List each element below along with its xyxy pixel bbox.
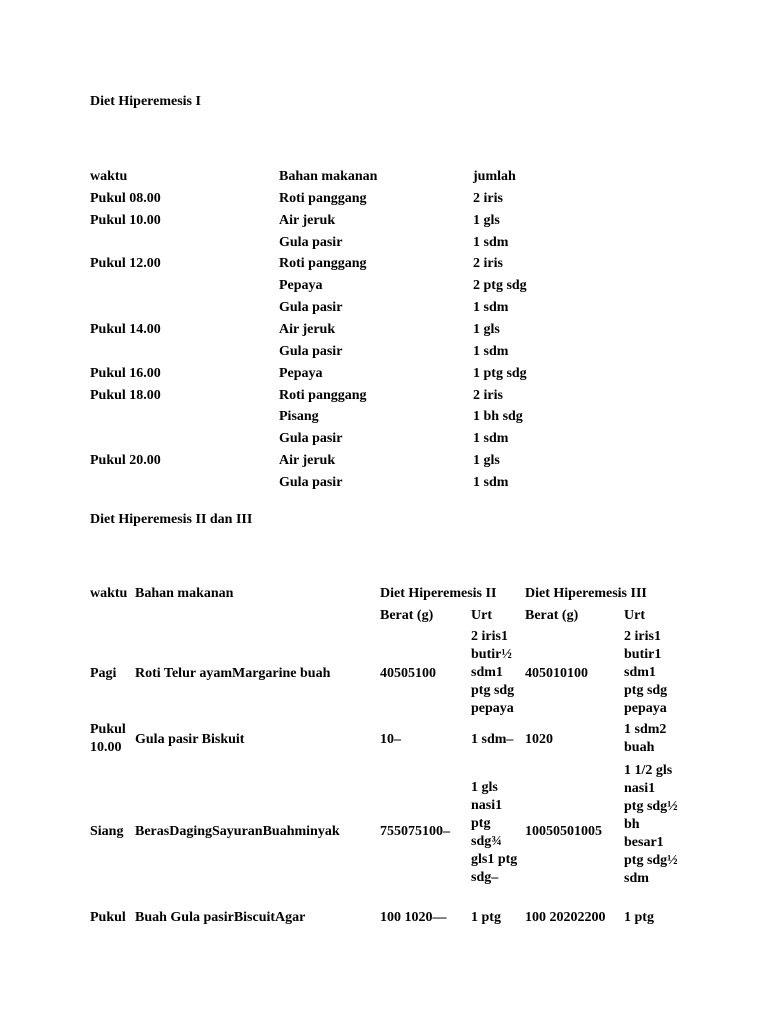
table-row-cell-bahan: Pepaya	[279, 278, 323, 293]
row-pukul-berat-3: 100 20202200	[525, 910, 606, 925]
table-row-cell-bahan: Air jeruk	[279, 213, 336, 228]
header-berat-2: Berat (g)	[380, 608, 434, 623]
table-row-cell-jumlah: 2 iris	[473, 191, 503, 206]
table-row-cell-jumlah: 1 gls	[473, 453, 500, 468]
table-row-cell-bahan: Roti panggang	[279, 388, 367, 403]
row-1000-waktu: Pukul 10.00	[90, 722, 126, 755]
row-pagi-waktu: Pagi	[90, 666, 117, 681]
table-row-cell-jumlah: 1 sdm	[473, 431, 509, 446]
header-bahan-makanan: Bahan makanan	[279, 169, 378, 184]
row-pagi-bahan: Roti Telur ayamMargarine buah	[135, 666, 331, 681]
table-row-cell-waktu: Pukul 10.00	[90, 213, 161, 228]
table-row-cell-bahan: Pepaya	[279, 366, 323, 381]
table-row-cell-waktu: Pukul 20.00	[90, 453, 161, 468]
row-1000-berat-3: 1020	[525, 732, 553, 747]
table-row-cell-jumlah: 1 gls	[473, 322, 500, 337]
row-1000-berat-2: 10–	[380, 732, 401, 747]
row-1000-urt-2: 1 sdm–	[471, 732, 514, 747]
table-row-cell-bahan: Gula pasir	[279, 235, 343, 250]
row-pukul-bahan: Buah Gula pasirBiscuitAgar	[135, 910, 306, 925]
row-pagi-berat-3: 405010100	[525, 666, 588, 681]
header-diet-2: Diet Hiperemesis II	[380, 586, 497, 601]
table-row-cell-jumlah: 1 bh sdg	[473, 409, 523, 424]
header-jumlah: jumlah	[473, 169, 516, 184]
table-row-cell-bahan: Gula pasir	[279, 475, 343, 490]
header-diet-3: Diet Hiperemesis III	[525, 586, 647, 601]
section2-title: Diet Hiperemesis II dan III	[90, 512, 253, 527]
table-row-cell-bahan: Gula pasir	[279, 344, 343, 359]
header-berat-3: Berat (g)	[525, 608, 579, 623]
header-waktu: waktu	[90, 169, 128, 184]
table-row-cell-bahan: Pisang	[279, 409, 319, 424]
header-waktu: waktu	[90, 586, 128, 601]
row-siang-bahan: BerasDagingSayuranBuahminyak	[135, 824, 340, 839]
row-pagi-urt-3: 2 iris1 butir1 sdm1 ptg sdg pepaya	[624, 629, 668, 716]
table-row-cell-jumlah: 1 sdm	[473, 344, 509, 359]
table-row-cell-waktu: Pukul 14.00	[90, 322, 161, 337]
row-pukul-urt-2: 1 ptg	[471, 910, 501, 925]
table-row-cell-bahan: Gula pasir	[279, 431, 343, 446]
row-pukul-urt-3: 1 ptg	[624, 910, 654, 925]
table-row-cell-waktu: Pukul 08.00	[90, 191, 161, 206]
table-row-cell-bahan: Roti panggang	[279, 191, 367, 206]
row-1000-urt-3: 1 sdm2 buah	[624, 722, 667, 755]
table-row-cell-jumlah: 2 ptg sdg	[473, 278, 527, 293]
table-row-cell-waktu: Pukul 18.00	[90, 388, 161, 403]
header-bahan-makanan: Bahan makanan	[135, 586, 234, 601]
row-pagi-berat-2: 40505100	[380, 666, 436, 681]
table-row-cell-bahan: Air jeruk	[279, 453, 336, 468]
table-row-cell-jumlah: 2 iris	[473, 388, 503, 403]
table-row-cell-bahan: Gula pasir	[279, 300, 343, 315]
table-row-cell-bahan: Roti panggang	[279, 256, 367, 271]
section1-title: Diet Hiperemesis I	[90, 94, 201, 109]
row-siang-berat-2: 755075100–	[380, 824, 450, 839]
table-row-cell-waktu: Pukul 12.00	[90, 256, 161, 271]
row-siang-urt-3: 1 1/2 gls nasi1 ptg sdg½ bh besar1 ptg sdg½ sdm	[624, 763, 678, 886]
row-siang-berat-3: 10050501005	[525, 824, 602, 839]
row-siang-urt-2: 1 gls nasi1 ptg sdg¾ gls1 ptg sdg–	[471, 780, 518, 885]
row-pukul-berat-2: 100 1020—	[380, 910, 447, 925]
table-row-cell-waktu: Pukul 16.00	[90, 366, 161, 381]
header-urt-2: Urt	[471, 608, 492, 623]
row-1000-bahan: Gula pasir Biskuit	[135, 732, 245, 747]
row-siang-waktu: Siang	[90, 824, 124, 839]
table-row-cell-jumlah: 1 gls	[473, 213, 500, 228]
row-pagi-urt-2: 2 iris1 butir½ sdm1 ptg sdg pepaya	[471, 629, 515, 716]
table-row-cell-jumlah: 1 ptg sdg	[473, 366, 527, 381]
table-row-cell-jumlah: 1 sdm	[473, 475, 509, 490]
table-row-cell-bahan: Air jeruk	[279, 322, 336, 337]
table-row-cell-jumlah: 1 sdm	[473, 300, 509, 315]
table-row-cell-jumlah: 2 iris	[473, 256, 503, 271]
row-pukul-waktu: Pukul	[90, 910, 126, 925]
header-urt-3: Urt	[624, 608, 645, 623]
table-row-cell-jumlah: 1 sdm	[473, 235, 509, 250]
